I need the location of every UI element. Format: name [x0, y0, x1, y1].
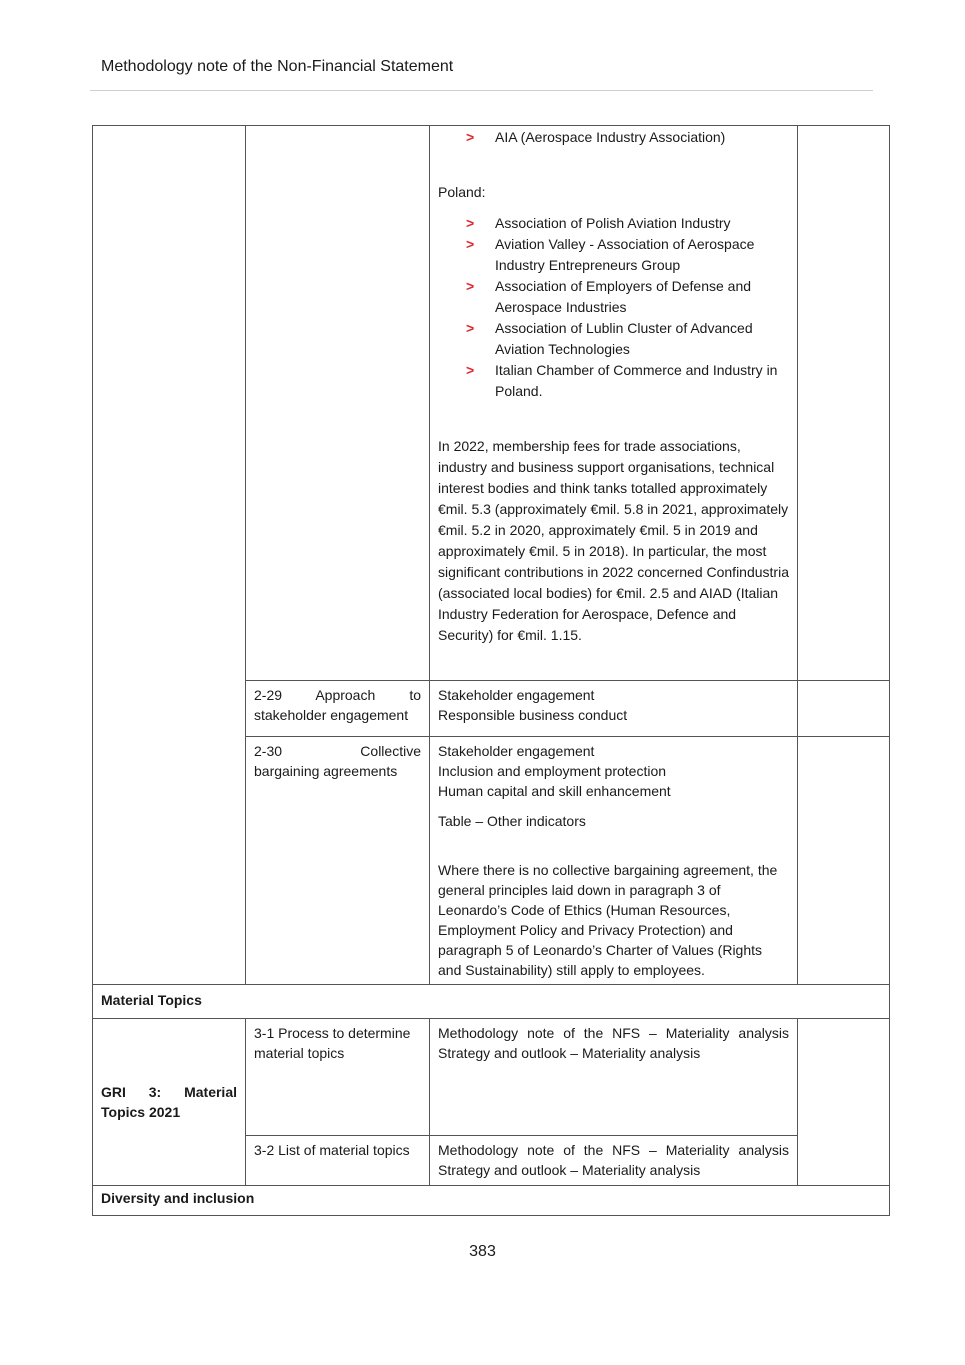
gri-content-table: [92, 125, 890, 1216]
chevron-right-icon: >: [466, 362, 475, 378]
list-item: > AIA (Aerospace Industry Association): [438, 127, 789, 148]
disclosure-cell-3-1: 3-1 Process to determine material topics: [246, 1019, 430, 1136]
list-item: > Aviation Valley - Association of Aerospace Industry Entrepreneurs Group: [466, 236, 755, 273]
table-reference: Table – Other indicators: [438, 813, 586, 829]
header-divider: [90, 90, 873, 91]
poland-bullet-list: [438, 213, 789, 402]
list-item: > Italian Chamber of Commerce and Industry in Poland.: [466, 362, 778, 399]
chevron-right-icon: >: [466, 320, 475, 336]
memberships-content-cell: [430, 126, 798, 681]
disclosure-cell-3-2: 3-2 List of material topics: [246, 1136, 430, 1186]
table-row-3-1: [93, 1019, 890, 1136]
page-header-title: Methodology note of the Non-Financial Statement: [101, 58, 454, 75]
disclosure-cell-empty: [246, 126, 430, 681]
disclosure-cell-2-29: 2-29 Approach to stakeholder engagement: [246, 681, 430, 737]
reference-cell-3-1: Methodology note of the NFS – Materiality analysis Strategy and outlook – Materiality analysis: [430, 1019, 798, 1136]
table-row-memberships: [93, 126, 890, 681]
section-title-diversity: Diversity and inclusion: [93, 1186, 890, 1216]
section-title-material-topics: Material Topics: [93, 985, 890, 1019]
chevron-right-icon: >: [466, 278, 475, 294]
standard-cell-empty: [93, 126, 246, 985]
notes-cell-empty: [798, 737, 890, 985]
top-bullet-list: [438, 127, 789, 148]
notes-cell-empty: [798, 681, 890, 737]
chevron-right-icon: >: [466, 129, 475, 145]
reference-cell-2-30: Stakeholder engagement Inclusion and employment protection Human capital and skill enhancement Table – Other indicators Where there is no collective bargaining agreement, the general principles laid down in paragraph 3 of Leonardo’s Code of Ethics (Human Resources, Employment Policy and Privacy Protection) and paragraph 5 of Leonardo’s Charter of Values (Rights and Sustainability) still apply to employees.: [430, 737, 798, 985]
chevron-right-icon: >: [466, 236, 475, 252]
list-item: > Association of Polish Aviation Industry: [438, 213, 789, 234]
notes-cell-empty: [798, 1019, 890, 1186]
list-item: > Association of Employers of Defense and Aerospace Industries: [466, 278, 752, 315]
chevron-right-icon: >: [466, 215, 475, 231]
disclosure-cell-2-30: 2-30 Collective bargaining agreements: [246, 737, 430, 985]
reference-cell-2-29: Stakeholder engagement Responsible business conduct: [430, 681, 798, 737]
section-row-material-topics: [93, 985, 890, 1019]
list-item: > Association of Lublin Cluster of Advanced Aviation Technologies: [466, 320, 753, 357]
poland-label: Poland:: [438, 184, 486, 200]
standard-cell-gri3: GRI 3: Material Topics 2021: [93, 1019, 246, 1186]
notes-cell-empty: [798, 126, 890, 681]
section-row-diversity: [93, 1186, 890, 1216]
collective-bargaining-note: Where there is no collective bargaining agreement, the general principles laid down in paragraph 3 of Leonardo’s Code of Ethics (Human Resources, Employment Policy and Privacy Protection) and paragraph 5 of Leonardo’s Charter of Values (Rights and Sustainability) still apply to employees.: [438, 862, 778, 978]
reference-cell-3-2: Methodology note of the NFS – Materiality analysis Strategy and outlook – Materiality analysis: [430, 1136, 798, 1186]
page-number: 383: [469, 1243, 496, 1260]
membership-fees-paragraph: In 2022, membership fees for trade associations, industry and business support organisations, technical interest bodies and think tanks totalled approximately €mil. 5.3 (approximately €mil. 5.8 in 2021, approximately €mil. 5.2 in 2020, approximately €mil. 5 in 2019 and approximately €mil. 5 in 2018). In particular, the most significant contributions in 2022 concerned Confindustria (associated local bodies) for €mil. 2.5 and AIAD (Italian Industry Federation for Aerospace, Defence and Security) for €mil. 1.15.: [438, 438, 789, 643]
